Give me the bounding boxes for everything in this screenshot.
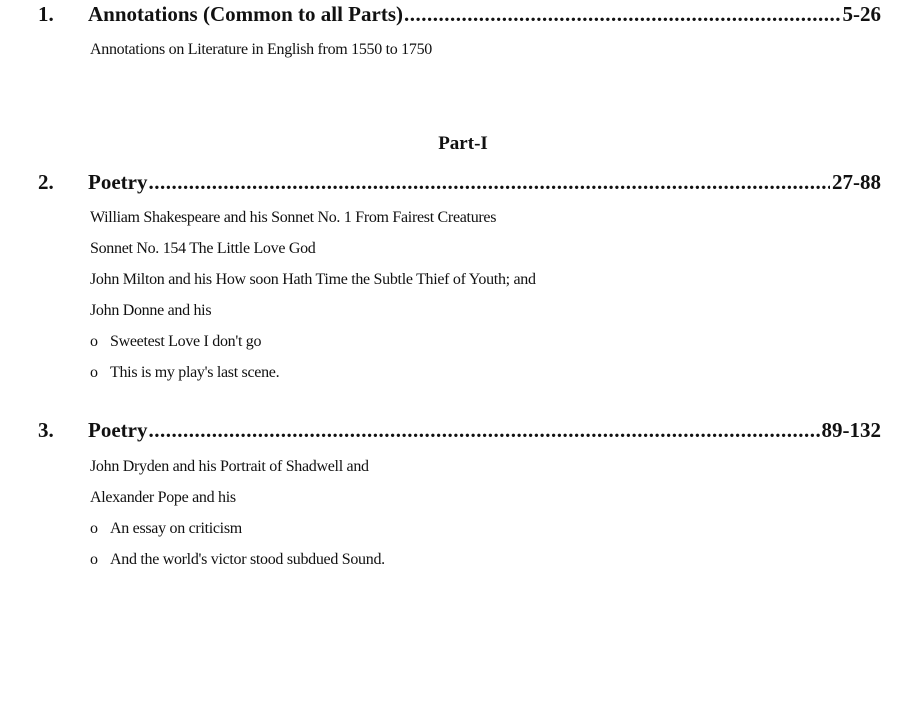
bullet-item: [90, 333, 261, 351]
bullet-marker: o: [90, 333, 98, 350]
entry-line: Sonnet No. 154 The Little Love God: [90, 240, 316, 257]
entry-line: William Shakespeare and his Sonnet No. 1 From Fairest Creatures: [90, 209, 497, 226]
bullet-item: [90, 520, 242, 538]
entry-number: 3.: [38, 418, 54, 442]
entry-number: 2.: [38, 170, 54, 194]
entry-line: Alexander Pope and his: [90, 489, 236, 506]
bullet-text: An essay on criticism: [110, 520, 242, 537]
bullet-text: This is my play's last scene.: [110, 364, 280, 381]
bullet-text: Sweetest Love I don't go: [110, 333, 262, 350]
bullet-item: [90, 551, 385, 569]
entry-line: John Dryden and his Portrait of Shadwell and: [90, 458, 369, 475]
bullet-item: [90, 364, 279, 382]
dot-leader: [148, 170, 830, 195]
page-range: 89-132: [821, 418, 881, 442]
bullet-marker: o: [90, 364, 98, 381]
entry-title: Poetry: [88, 170, 148, 194]
part-heading: Part-I: [438, 133, 488, 154]
bullet-text: And the world's victor stood subdued Sound.: [110, 551, 385, 568]
bullet-marker: o: [90, 551, 98, 568]
toc-entry-2[interactable]: [38, 170, 881, 200]
toc-entry-1[interactable]: [38, 2, 881, 32]
bullet-marker: o: [90, 520, 98, 537]
dot-leader: [148, 418, 819, 443]
entry-line: John Milton and his How soon Hath Time the Subtle Thief of Youth; and: [90, 271, 536, 288]
dot-leader: [404, 2, 841, 27]
entry-number: 1.: [38, 2, 54, 26]
entry-line: John Donne and his: [90, 302, 212, 319]
toc-entry-3[interactable]: [38, 418, 881, 448]
page-range: 27-88: [832, 170, 881, 194]
page-range: 5-26: [842, 2, 881, 26]
entry-title: Poetry: [88, 418, 148, 442]
entry-description: Annotations on Literature in English from 1550 to 1750: [90, 41, 432, 58]
entry-title: Annotations (Common to all Parts): [88, 2, 403, 26]
